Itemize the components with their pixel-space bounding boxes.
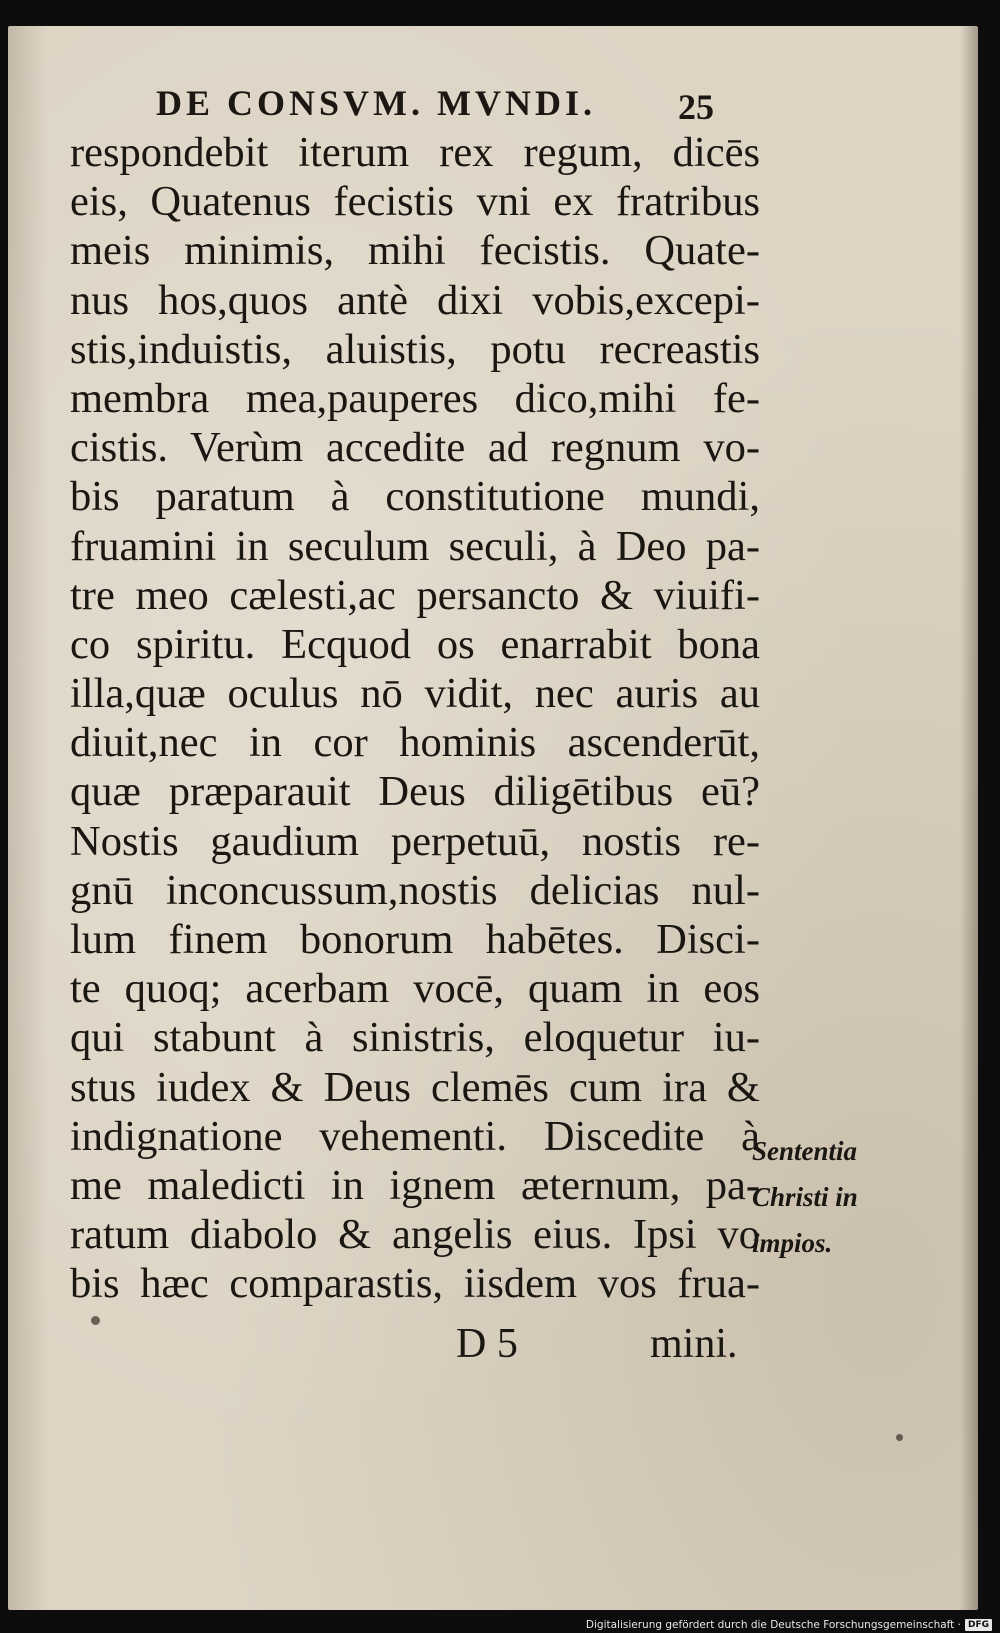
text-line: indignatione vehementi. Discedite à <box>70 1112 760 1160</box>
signature-mark: D 5 <box>456 1321 518 1367</box>
text-line: membra mea,pauperes dico,mihi fe- <box>70 374 760 422</box>
page-footer <box>0 1320 1000 1380</box>
text-line: nus hos,quos antè dixi vobis,excepi- <box>70 276 760 324</box>
body-text <box>70 128 760 1309</box>
text-line: lum finem bonorum habētes. Disci- <box>70 916 760 963</box>
page-number: 25 <box>678 87 714 127</box>
credit-text: Digitalisierung gefördert durch die Deutsche Forschungsgemeinschaft · <box>585 1619 961 1631</box>
text-line: cistis. Verùm accedite ad regnum vo- <box>70 424 760 472</box>
marginal-note <box>752 1128 858 1266</box>
text-line: tre meo cælesti,ac persancto & viuifi- <box>70 571 760 619</box>
marginal-note-line: Christi in <box>752 1182 858 1212</box>
text-line: co spiritu. Ecquod os enarrabit bona <box>70 620 760 668</box>
text-line: fruamini in seculum seculi, à Deo pa- <box>70 522 760 570</box>
text-line: Nostis gaudium perpetuū, nostis re- <box>70 817 760 865</box>
text-line: bis paratum à constitutione mundi, <box>70 473 760 521</box>
catchword: mini. <box>650 1321 738 1367</box>
ink-spot <box>896 1434 903 1441</box>
marginal-note-line: Sententia <box>752 1136 858 1166</box>
text-line: respondebit iterum rex regum, dicēs <box>70 129 760 176</box>
text-line: stis,induistis, aluistis, potu recreastis <box>70 325 760 373</box>
running-title: DE CONSVM. MVNDI. <box>156 83 596 123</box>
marginal-note-line: impios. <box>752 1228 833 1258</box>
text-line: quæ præparauit Deus diligētibus eū? <box>70 768 760 816</box>
text-line: qui stabunt à sinistris, eloquetur iu- <box>70 1014 760 1062</box>
text-line: meis minimis, mihi fecistis. Quate- <box>70 227 760 275</box>
text-line: ratum diabolo & angelis eius. Ipsi vo <box>70 1211 760 1259</box>
text-line: eis, Quatenus fecistis vni ex fratribus <box>70 178 760 226</box>
text-line: diuit,nec in cor hominis ascenderūt, <box>70 719 760 767</box>
dfg-logo: DFG <box>965 1619 992 1631</box>
digitization-credit <box>586 1619 992 1631</box>
text-line: gnū inconcussum,nostis delicias nul- <box>70 866 760 914</box>
text-line: bis hæc comparastis, iisdem vos frua- <box>70 1260 760 1308</box>
text-line: me maledicti in ignem æternum, pa- <box>70 1161 760 1209</box>
page-header <box>150 64 750 127</box>
text-line: illa,quæ oculus nō vidit, nec auris au <box>70 670 760 718</box>
text-line: te quoq; acerbam vocē, quam in eos <box>70 965 760 1013</box>
text-line: stus iudex & Deus clemēs cum ira & <box>70 1063 760 1111</box>
